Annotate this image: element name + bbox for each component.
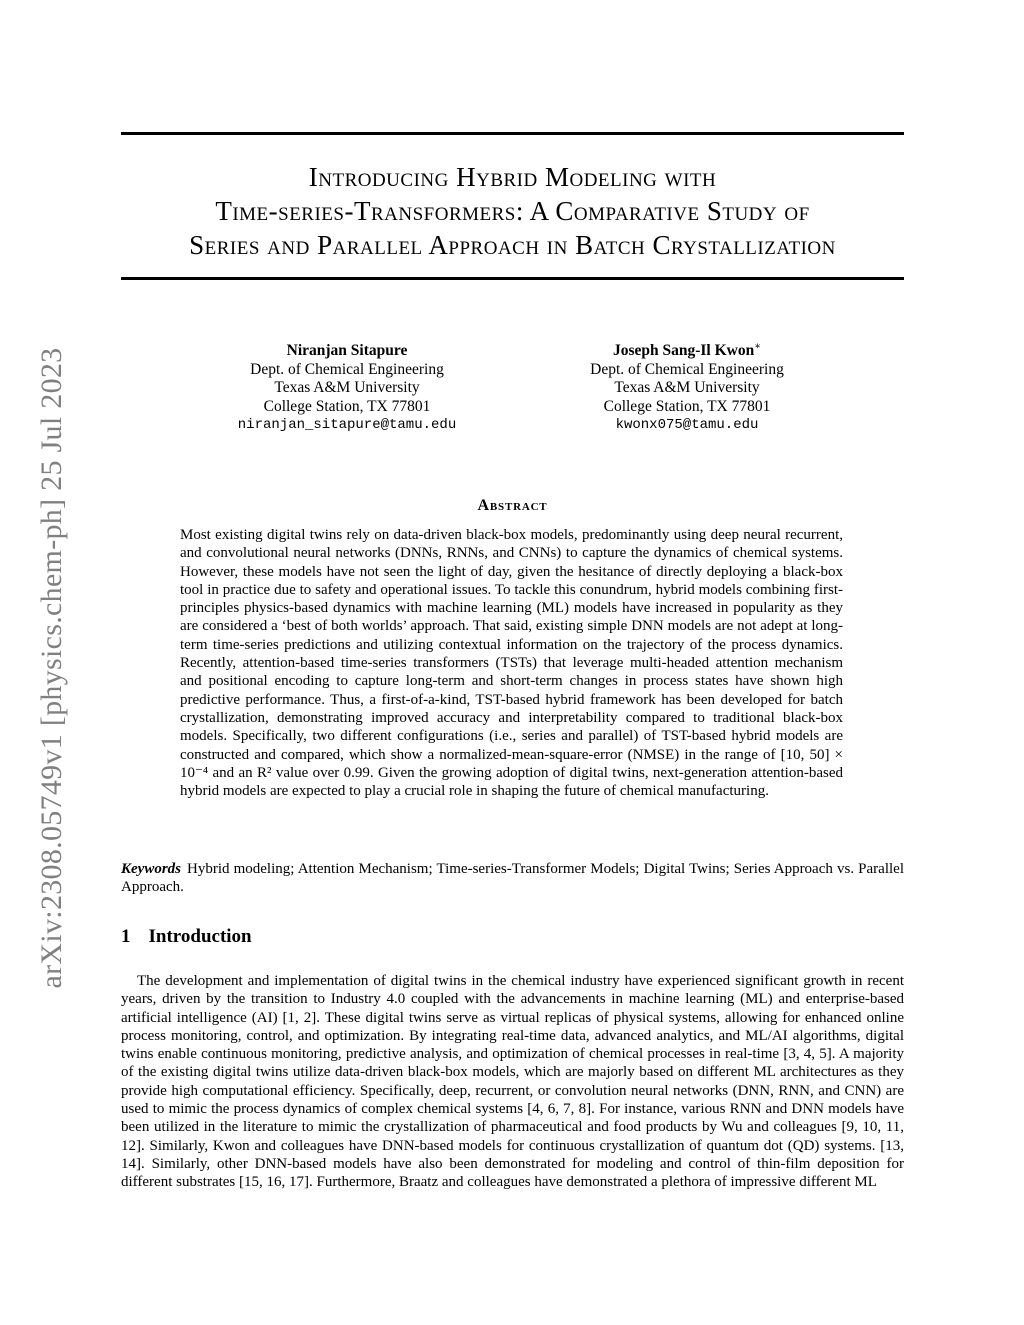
keywords-text: Hybrid modeling; Attention Mechanism; Time-series-Transformer Models; Digital Twins; Series Approach vs. Parallel Approach. — [121, 861, 904, 896]
author-name: Niranjan Sitapure — [286, 342, 408, 360]
author-email[interactable]: kwonx075@tamu.edu — [615, 417, 759, 434]
abstract-heading: Abstract — [477, 497, 548, 514]
author-department: Dept. of Chemical Engineering — [250, 360, 444, 378]
section-number: 1 — [121, 926, 131, 947]
title-line-3: Series and Parallel Approach in Batch Crystallization — [189, 230, 836, 260]
title-line-1: Introducing Hybrid Modeling with — [308, 162, 717, 192]
abstract-text: Most existing digital twins rely on data-driven black-box models, predominantly using deep neural recurrent, and convolutional neural networks (DNNs, RNNs, and CNNs) to capture the dynamics of chemical systems. However, these models have not seen the light of day, given the hesitance of directly deploying a black-box tool in practice due to safety and operational issues. To tackle this conundrum, hybrid models combining first-principles physics-based dynamics with machine learning (ML) models have increased in popularity as they are considered a ‘best of both worlds’ approach. That said, existing simple DNN models are not adept at long-term time-series predictions and utilizing contextual information on the trajectory of the process dynamics. Recently, attention-based time-series transformers (TSTs) that leverage multi-headed attention mechanism and positional encoding to capture long-term and short-term changes in process states have shown high predictive performance. Thus, a first-of-a-kind, TST-based hybrid framework has been developed for batch crystallization, demonstrating improved accuracy and interpretability compared to traditional black-box models. Specifically, two different configurations (i.e., series and parallel) of TST-based hybrid models are constructed and compared, which show a normalized-mean-square-error (NMSE) in the range of [10, 50] × 10⁻⁴ and an R² value over 0.99. Given the growing adoption of digital twins, next-generation attention-based hybrid models are expected to play a crucial role in shaping the future of chemical manufacturing. — [180, 527, 843, 800]
section-title: Introduction — [148, 926, 252, 947]
author-location: College Station, TX 77801 — [603, 397, 771, 415]
author-block-1 — [182, 338, 512, 435]
author-department: Dept. of Chemical Engineering — [590, 360, 784, 378]
author-footnote-mark: ∗ — [754, 341, 762, 352]
author-block-2 — [522, 338, 852, 435]
arxiv-identifier: arXiv:2308.05749v1 [physics.chem-ph] 25 Jul 2023 — [35, 347, 68, 989]
author-email[interactable]: niranjan_sitapure@tamu.edu — [237, 417, 457, 434]
section-heading-introduction — [121, 926, 252, 948]
author-university: Texas A&M University — [274, 379, 420, 397]
introduction-paragraph: The development and implementation of digital twins in the chemical industry have experienced significant growth in recent years, driven by the transition to Industry 4.0 coupled with the advancements in machine learning (ML) and enterprise-based artificial intelligence (AI) [1, 2]. These digital twins serve as virtual replicas of physical systems, allowing for enhanced online process monitoring, control, and optimization. By integrating real-time data, advanced analytics, and ML/AI algorithms, digital twins enable continuous monitoring, predictive analysis, and optimization of chemical processes in real-time [3, 4, 5]. A majority of the existing digital twins utilize data-driven black-box models, which are majorly based on different ML architectures as they provide high computational efficiency. Specifically, deep, recurrent, or convolution neural networks (DNN, RNN, and CNN) are used to mimic the process dynamics of complex chemical systems [4, 6, 7, 8]. For instance, various RNN and DNN models have been utilized in the literature to mimic the crystallization of pharmaceutical and food products by Wu and colleagues [9, 10, 11, 12]. Similarly, Kwon and colleagues have DNN-based models for continuous crystallization of quantum dot (QD) systems. [13, 14]. Similarly, other DNN-based models have also been demonstrated for modeling and control of thin-film deposition for different substrates [15, 16, 17]. Furthermore, Braatz and colleagues have demonstrated a plethora of impressive different ML — [121, 973, 904, 1191]
author-university: Texas A&M University — [614, 379, 760, 397]
title-top-rule — [121, 132, 904, 135]
title-bottom-rule — [121, 277, 904, 280]
title-line-2: Time-series-Transformers: A Comparative Study of — [215, 196, 810, 226]
keywords — [121, 860, 904, 897]
author-location: College Station, TX 77801 — [263, 397, 431, 415]
keywords-label: Keywords — [121, 861, 181, 877]
author-name: Joseph Sang-Il Kwon∗ — [612, 341, 762, 360]
paper-title — [121, 160, 904, 262]
